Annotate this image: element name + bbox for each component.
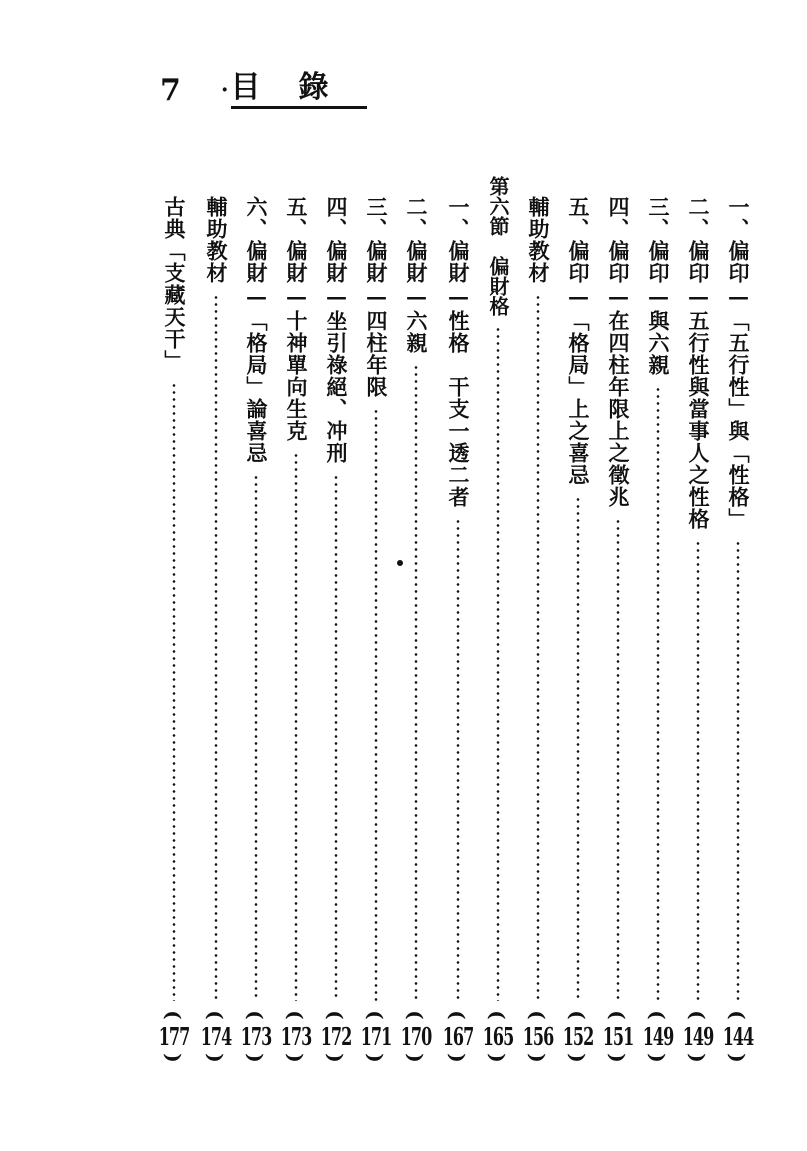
dot-leader: [696, 540, 700, 1001]
dot-leader: [616, 518, 620, 1001]
toc-page-ref: ( 170 ): [400, 1010, 432, 1063]
toc-entry: [682, 196, 714, 1066]
toc-page-ref: ( 173 ): [240, 1010, 272, 1063]
dot-leader: [172, 382, 176, 1001]
toc-entry: [320, 196, 352, 1066]
toc-entry: [722, 196, 754, 1066]
toc-page-number: 177: [158, 1022, 190, 1051]
toc-section-heading: [482, 176, 514, 1066]
toc-entry-title: 二、偏財—六親: [404, 196, 429, 354]
toc-page-number: 174: [200, 1022, 232, 1051]
toc-page-ref: ( 144 ): [722, 1010, 754, 1063]
toc-entry: [642, 196, 674, 1066]
dot-leader: [254, 474, 258, 1001]
toc-page-ref: ( 171 ): [360, 1010, 392, 1063]
toc-page-ref: ( 174 ): [200, 1010, 232, 1063]
toc-entry-title: 四、偏財—坐引祿絕、冲刑: [324, 196, 349, 464]
toc-entry: [602, 196, 634, 1066]
toc-entry-title: 一、偏財—性格 干支一透二者: [446, 196, 471, 508]
toc-page-ref: ( 149 ): [642, 1010, 674, 1063]
toc-entry: [280, 196, 312, 1066]
dot-leader: [656, 386, 660, 1001]
toc-entry-title: 三、偏印—與六親: [646, 196, 671, 376]
toc-page-number: 151: [602, 1022, 634, 1051]
page-number: 7: [160, 72, 181, 108]
dot-leader: [736, 540, 740, 1001]
dot-leader: [374, 408, 378, 1001]
toc-page-number: 149: [642, 1022, 674, 1051]
toc-entry-title: 一、偏印—「五行性」與「性格」: [726, 196, 751, 530]
dot-leader: [576, 496, 580, 1001]
toc-entry-title: 二、偏印—五行性與當事人之性格: [686, 196, 711, 530]
dot-leader: [496, 326, 500, 1001]
toc-entry: [158, 196, 190, 1066]
dot-leader: [536, 294, 540, 1001]
toc-page-ref: ( 149 ): [682, 1010, 714, 1063]
toc-entry-title: 六、偏財—「格局」論喜忌: [244, 196, 269, 464]
dot-leader: [334, 474, 338, 1001]
toc-entry: [240, 196, 272, 1066]
toc-entry: [360, 196, 392, 1066]
toc-page-ref: ( 167 ): [442, 1010, 474, 1063]
toc-page-ref: ( 177 ): [158, 1010, 190, 1063]
toc-entry: [562, 196, 594, 1066]
toc-entry: [442, 196, 474, 1066]
toc-entry-title: 三、偏財—四柱年限: [364, 196, 389, 398]
toc-page-number: 173: [240, 1022, 272, 1051]
toc-page-ref: ( 165 ): [482, 1010, 514, 1063]
toc-page-ref: ( 173 ): [280, 1010, 312, 1063]
toc-page-ref: ( 151 ): [602, 1010, 634, 1063]
toc-page-number: 171: [360, 1022, 392, 1051]
toc-entry-title: 第六節 偏財格: [486, 176, 510, 316]
toc-entry-title: 五、偏印—「格局」上之喜忌: [566, 196, 591, 486]
toc-page-number: 165: [482, 1022, 514, 1051]
page-title: 目錄: [231, 71, 367, 109]
toc-entry-title: 四、偏印—在四柱年限上之徵兆: [606, 196, 631, 508]
toc-entry: [400, 196, 432, 1066]
toc-page-ref: ( 172 ): [320, 1010, 352, 1063]
toc-page-ref: ( 152 ): [562, 1010, 594, 1063]
toc-entry-title: 古典「支藏天干」: [162, 196, 187, 372]
toc-page-ref: ( 156 ): [522, 1010, 554, 1063]
toc-entry-title: 輔助教材: [526, 196, 551, 284]
toc-page-number: 152: [562, 1022, 594, 1051]
toc-page-number: 170: [400, 1022, 432, 1051]
dot-leader: [414, 364, 418, 1001]
toc-page-number: 173: [280, 1022, 312, 1051]
toc-page-number: 167: [442, 1022, 474, 1051]
toc-entry-title: 五、偏財—十神單向生克: [284, 196, 309, 442]
toc-entry: [200, 196, 232, 1066]
toc-entry-title: 輔助教材: [204, 196, 229, 284]
dot-leader: [294, 452, 298, 1001]
ink-speck: [397, 560, 403, 566]
toc-page-number: 149: [682, 1022, 714, 1051]
toc-page-number: 156: [522, 1022, 554, 1051]
dot-leader: [214, 294, 218, 1001]
header-bullet: ·: [220, 77, 229, 103]
toc-entry: [522, 196, 554, 1066]
toc-page-number: 144: [722, 1022, 754, 1051]
dot-leader: [456, 518, 460, 1001]
toc-page-number: 172: [320, 1022, 352, 1051]
